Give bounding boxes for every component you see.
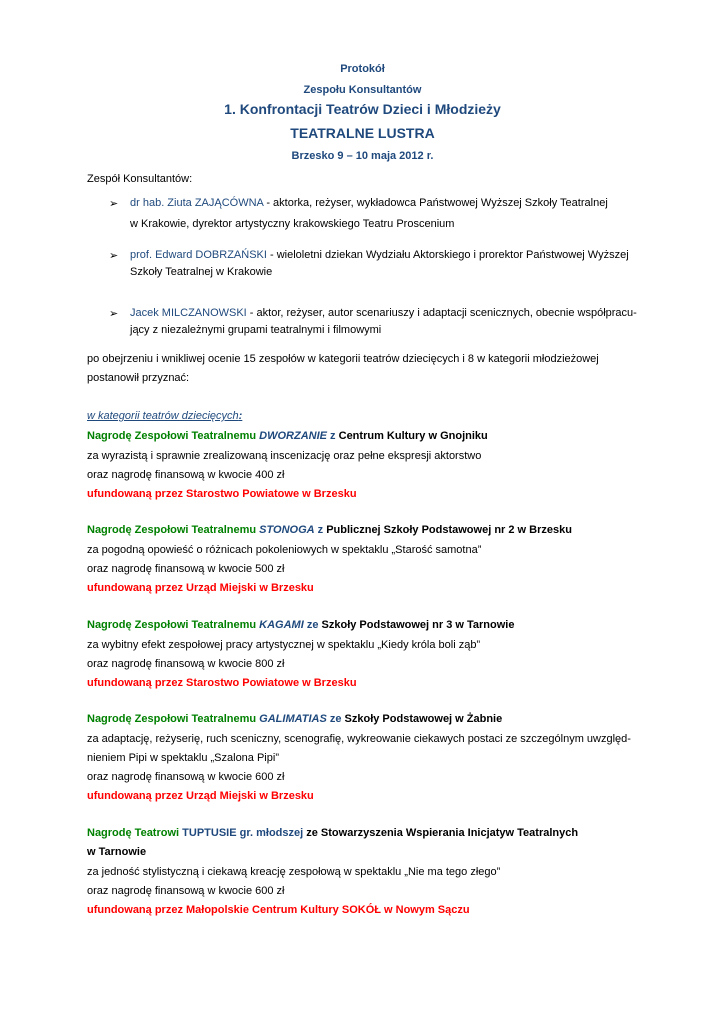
consultant-item: [130, 249, 629, 261]
consultant-item: [130, 307, 637, 319]
institution-name: Szkoły Podstawowej w Żabnie: [344, 713, 503, 725]
award-connector: z: [314, 524, 327, 536]
award-connector: z: [327, 430, 339, 442]
award-funder: ufundowaną przez Małopolskie Centrum Kultury SOKÓŁ w Nowym Sączu: [87, 904, 470, 916]
consultant-name: Jacek MILCZANOWSKI: [130, 307, 247, 319]
award-prefix: Nagrodę Zespołowi Teatralnemu: [87, 619, 260, 631]
award-funder: ufundowaną przez Urząd Miejski w Brzesku: [87, 790, 314, 802]
consultant-desc: - aktor, reżyser, autor scenariuszy i adaptacji scenicznych, obecnie współpracu-: [246, 307, 637, 319]
bullet-icon: ➢: [109, 198, 119, 210]
award-reason: za wybitny efekt zespołowej pracy artystycznej w spektaklu „Kiedy króla boli ząb”: [87, 639, 481, 651]
institution-name: Stowarzyszenia Wspierania Inicjatyw Teatralnych: [320, 827, 579, 839]
institution-name: Publicznej Szkoły Podstawowej nr 2 w Brzesku: [326, 524, 572, 536]
award-reason: za pogodną opowieść o różnicach pokoleniowych w spektaklu „Starość samotna”: [87, 544, 482, 556]
award-funder: ufundowaną przez Starostwo Powiatowe w Brzesku: [87, 488, 357, 500]
troupe-name: GALIMATIAS: [259, 713, 327, 725]
award-prefix: Nagrodę Zespołowi Teatralnemu: [87, 430, 260, 442]
consultant-desc: - aktorka, reżyser, wykładowca Państwowej Wyższej Szkoły Teatralnej: [263, 197, 608, 209]
consultant-desc: - wieloletni dziekan Wydziału Aktorskiego i prorektor Państwowej Wyższej: [266, 249, 629, 261]
intro-text-cont: postanowił przyznać:: [87, 372, 190, 384]
troupe-name: DWORZANIE: [259, 430, 327, 442]
award-reason: za jedność stylistyczną i ciekawą kreację zespołową w spektaklu „Nie ma tego złego”: [87, 866, 501, 878]
troupe-name: STONOGA: [259, 524, 315, 536]
team-label: Zespół Konsultantów:: [87, 173, 193, 185]
award-money: oraz nagrodę finansową w kwocie 600 zł: [87, 771, 285, 783]
consultant-desc-cont: w Krakowie, dyrektor artystyczny krakowskiego Teatru Proscenium: [130, 218, 455, 230]
award-connector: ze: [303, 619, 322, 631]
award-title: [87, 619, 514, 631]
troupe-name: KAGAMI: [259, 619, 304, 631]
award-reason: za wyrazistą i sprawnie zrealizowaną inscenizację oraz pełne ekspresji aktorstwo: [87, 450, 482, 462]
troupe-name: TUPTUSIE gr. młodszej: [182, 827, 304, 839]
award-title: [87, 827, 578, 839]
doc-issuer: Zespołu Konsultantów: [303, 84, 422, 96]
consultant-name: prof. Edward DOBRZAŃSKI: [130, 249, 267, 261]
consultant-item: [130, 197, 608, 209]
page-subtitle: TEATRALNE LUSTRA: [290, 125, 435, 141]
award-money: oraz nagrodę finansową w kwocie 500 zł: [87, 563, 285, 575]
bullet-icon: ➢: [109, 250, 119, 262]
category-label: w kategorii teatrów dziecięcych: [87, 410, 239, 422]
award-prefix: Nagrodę Teatrowi: [87, 827, 183, 839]
award-reason-cont: nieniem Pipi w spektaklu „Szalona Pipi”: [87, 752, 279, 764]
institution-name-cont: w Tarnowie: [87, 846, 147, 858]
doc-type: Protokół: [340, 63, 385, 75]
category-heading: [87, 410, 242, 422]
institution-name: Szkoły Podstawowej nr 3 w Tarnowie: [321, 619, 515, 631]
award-funder: ufundowaną przez Starostwo Powiatowe w Brzesku: [87, 677, 357, 689]
award-money: oraz nagrodę finansową w kwocie 600 zł: [87, 885, 285, 897]
consultant-desc-cont: jący z niezależnymi grupami teatralnymi i filmowymi: [130, 324, 382, 336]
consultant-name: dr hab. Ziuta ZAJĄCÓWNA: [130, 197, 264, 209]
award-funder: ufundowaną przez Urząd Miejski w Brzesku: [87, 582, 314, 594]
award-title: [87, 430, 488, 442]
award-prefix: Nagrodę Zespołowi Teatralnemu: [87, 524, 260, 536]
event-date: Brzesko 9 – 10 maja 2012 r.: [291, 150, 434, 162]
bullet-icon: ➢: [109, 308, 119, 320]
award-title: [87, 524, 572, 536]
award-title: [87, 713, 502, 725]
award-connector: ze: [326, 713, 345, 725]
intro-text: po obejrzeniu i wnikliwej ocenie 15 zespołów w kategorii teatrów dziecięcych i 8 w kategorii młodzieżowej: [87, 353, 599, 365]
award-reason: za adaptację, reżyserię, ruch sceniczny, scenografię, wykreowanie ciekawych postaci ze szczególnym uwzględ-: [87, 733, 631, 745]
award-money: oraz nagrodę finansową w kwocie 800 zł: [87, 658, 285, 670]
institution-name: Centrum Kultury w Gnojniku: [338, 430, 488, 442]
award-prefix: Nagrodę Zespołowi Teatralnemu: [87, 713, 260, 725]
award-money: oraz nagrodę finansową w kwocie 400 zł: [87, 469, 285, 481]
category-colon: :: [238, 410, 243, 422]
consultant-desc-cont: Szkoły Teatralnej w Krakowie: [130, 266, 273, 278]
page-title: 1. Konfrontacji Teatrów Dzieci i Młodzieży: [224, 101, 501, 117]
award-connector: ze: [303, 827, 321, 839]
